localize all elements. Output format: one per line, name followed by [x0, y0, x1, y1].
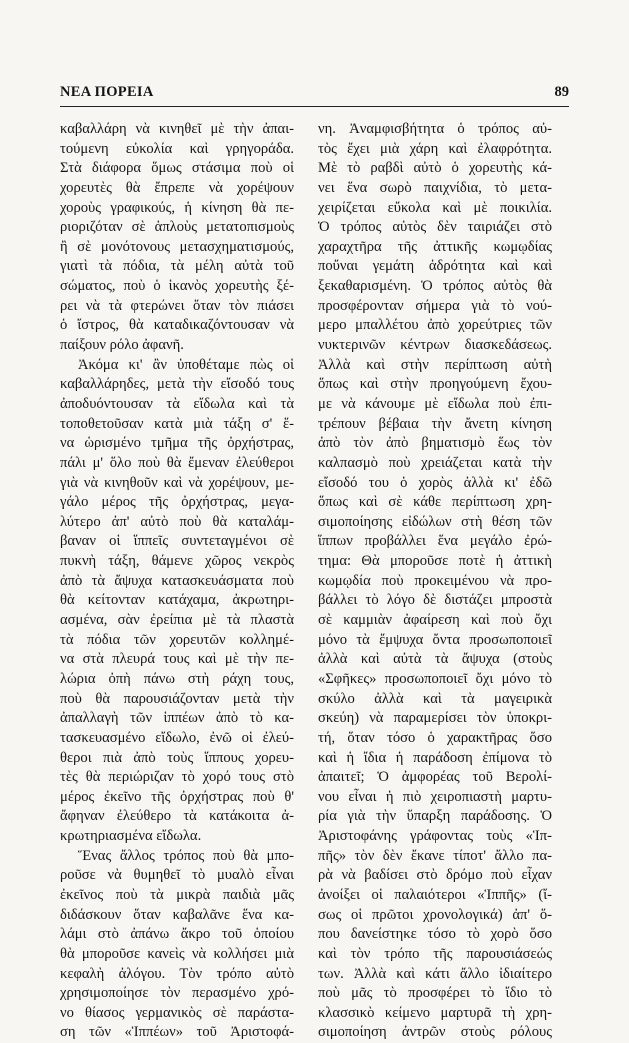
text-line: κρωτηριασμένα εἴδωλα.	[60, 828, 202, 845]
text-line: να στὰ πλευρά τους καὶ μὲ τὴν πε-	[60, 651, 294, 668]
text-line: καβαλλάρη νὰ κινηθεῖ μὲ τὴν ἀπαι-	[60, 121, 294, 137]
text-line: σκεύη) νὰ παραμερίσει τὸν ὑποκρι-	[318, 710, 552, 727]
text-line: Ἕνας ἄλλος τρόπος ποὺ θὰ μπο-	[78, 847, 294, 864]
text-line: βαναν οἱ ἵππεῖς συντεταγμένοι σὲ	[60, 533, 294, 550]
running-head: ΝΕΑ ΠΟΡΕΙΑ	[60, 84, 154, 100]
text-line: διδάσκουν ὅταν καβαλᾶνε ἕνα κα-	[60, 906, 294, 923]
text-line: των. Ἀλλὰ καὶ κάτι ἄλλο ἰδιαίτερο	[318, 965, 552, 982]
text-line: ἀπὸ τὸν ἀπὸ βηματισμὸ ἕως τὸν	[318, 435, 552, 452]
text-line: πυκνὴ τάξη, θάμενε χῶρος νεκρὸς	[60, 553, 294, 570]
text-line: νυκτερινῶν κέντρων διασκεδάσεως.	[318, 337, 552, 354]
text-line: νο θίασος γερμανικὸς σὲ παράστα-	[60, 1004, 294, 1021]
text-line: παίξουν ρόλο ἀφανῆ.	[60, 337, 184, 354]
text-line: γιὰ νὰ κινηθοῦν καὶ νὰ χορέψουν, με-	[60, 474, 294, 491]
text-line: ἀπαλλαγὴ τῶν ἱππέων ἀπὸ τὸ κα-	[60, 710, 294, 727]
text-line: βάλλει τὸ λόγο δὲ διστάζει μπροστὰ	[318, 592, 552, 609]
text-line: σώματος, ποὺ ὁ ἱκανὸς χορευτὴς ξέ-	[60, 278, 294, 295]
text-line: νου εἶναι ἡ πιὸ χειροπιαστὴ μαρτυ-	[318, 788, 552, 805]
text-line: ἄφηναν ἐλεύθερο τὰ κατάκοιτα ἀ-	[60, 808, 294, 825]
text-line: λύτερο ἀπ' αὐτὸ ποὺ θὰ καταλάμ-	[60, 513, 294, 530]
text-line: τούμενη εὐκολία καὶ γρηγοράδα.	[60, 140, 294, 157]
text-line: σιμοποίηση ἀντρῶν στοὺς ρόλους	[318, 1024, 552, 1041]
text-line: σιμοποίησης εἰδώλων στὴ θέση τῶν	[318, 513, 552, 530]
text-line: ἵππων προβάλλει ἕνα μεγάλο ἐρώ-	[318, 533, 552, 550]
text-line: Ἀκόμα κι' ἂν ὑποθέταμε πὼς οἱ	[78, 356, 294, 373]
text-line: νη. Ἀναμφισβήτητα ὁ τρόπος αὐ-	[318, 121, 552, 137]
text-line: ἀπαιτεῖ; Ὁ ἀμφορέας τοῦ Βερολί-	[318, 769, 552, 786]
text-line: θὰ κείτονταν κατάχαμα, ἀκρωτηρι-	[60, 592, 294, 609]
text-line: θεροι πιὰ ἀπὸ τοὺς ἵππους χορευ-	[60, 749, 294, 766]
text-line: μέρος ἐκεῖνο τῆς ὀρχήστρας ποὺ θ'	[60, 788, 294, 805]
text-line: καλπασμὸ ποὺ χρειάζεται κατὰ τὴν	[318, 454, 552, 471]
text-line: κωμῳδία ποὺ προκειμένου νὰ προ-	[318, 572, 552, 589]
text-line: ἀνοίξει οἱ παλαιότεροι «Ἱππῆς» (ἴ-	[318, 886, 552, 903]
text-line: «Σφῆκες» προσωποποιεῖ ὄχι μόνο τὸ	[318, 670, 552, 687]
text-line: να ὡρισμένο τμῆμα τῆς ὀρχήστρας,	[60, 435, 294, 452]
text-line: χορευτὲς θὰ ἔπρεπε νὰ χορέψουν	[60, 179, 294, 196]
text-line: ριοριζόταν σὲ ἁπλοὺς μετατοπισμοὺς	[60, 219, 294, 236]
text-line: ὅπως καὶ στὴν προηγούμενη ἔχου-	[318, 376, 552, 393]
text-line: σως οἱ πρῶτοι χρονολογικά) ἀπ' ὅ-	[318, 906, 552, 923]
text-line: πῆς» τὸν δὲν ἔκανε τίποτ' ἄλλο πα-	[318, 847, 552, 864]
text-line: μερο μπαλλέτου ἀπὸ χορεύτριες τῶν	[318, 317, 552, 334]
text-line: ση τῶν «Ἱππέων» τοῦ Ἀριστοφά-	[60, 1024, 294, 1041]
text-line: Στὰ διάφορα ὅμως στάσιμα ποὺ οἱ	[60, 160, 294, 177]
text-line: ποὔναι γεμάτη ἁδρότητα καὶ καὶ	[318, 258, 552, 275]
text-line: κεφαλὴ ἀλόγου. Τὸν τρόπο αὐτὸ	[60, 965, 294, 982]
text-line: τὸς ἔχει μιὰ χάρη καὶ ἐλαφρότητα.	[318, 140, 552, 157]
text-line: λώρια ὀπὴ πάνω στὴ ράχη τους,	[60, 670, 294, 687]
text-line: ροῦσε νὰ θυμηθεῖ τὸ μυαλὸ εἶναι	[60, 867, 294, 884]
text-line: γάλο μέρος τῆς ὀρχήστρας, μεγα-	[60, 494, 294, 511]
text-line: τημα: Θὰ μποροῦσε ποτὲ ἡ ἀττικὴ	[318, 553, 552, 570]
text-line: σκύλο ἀλλὰ καὶ τὰ μαγειρικὰ	[318, 690, 552, 707]
text-line: σὲ καμμιὰν ἀφαίρεση καὶ ποὺ ὄχι	[318, 612, 552, 629]
text-line: ἐκεῖνος ποὺ τὰ μικρὰ παιδιὰ μᾶς	[60, 886, 294, 903]
text-line: Μὲ τὸ ραβδὶ αὐτὸ ὁ χορευτὴς κά-	[318, 160, 552, 177]
left-column	[60, 120, 294, 1043]
text-line: γιατὶ τὰ πόδια, τὰ μέλη αὐτὰ τοῦ	[60, 258, 294, 275]
text-line: κλασσικὸ κείμενο μαρτυρᾶ τὴ χρη-	[318, 1004, 552, 1021]
text-line: ὅπως καὶ σὲ κάθε περίπτωση χρη-	[318, 494, 552, 511]
text-line: ἢ σὲ μονότονους μετασχηματισμούς,	[60, 238, 294, 255]
text-line: ρὰ νὰ βαδίσει στὸ δρόμο ποὺ εἶχαν	[318, 867, 552, 884]
text-line: Ἀλλὰ καὶ στὴν περίπτωση αὐτὴ	[318, 356, 552, 373]
text-line: ρει νὰ τὰ φτερώνει ὅταν τὸν πιάσει	[60, 297, 294, 314]
text-line: τασκευασμένο εἴδωλο, ἐνῶ οἱ ἐλεύ-	[60, 729, 294, 746]
text-line: ἀπὸ τὰ ἄψυχα κατασκευάσματα ποὺ	[60, 572, 294, 589]
text-line: θὰ μποροῦσε κανεὶς νὰ κολλήσει μιὰ	[60, 945, 294, 962]
text-line: ἀλλὰ καὶ αὐτὰ τὰ ἄψυχα (στοὺς	[318, 651, 552, 668]
text-line: ασμένα, σὰν ἐρείπια μὲ τὰ πλαστὰ	[60, 612, 294, 629]
text-line: ὁ ἴστρος, θὰ καταδικαζόντουσαν νὰ	[60, 317, 294, 334]
page-number: 89	[554, 84, 569, 100]
text-line: μόνο τὰ ἔμψυχα ὄντα προσωποποιεῖ	[318, 631, 552, 648]
text-line: με νὰ κάνουμε μὲ εἴδωλα ποὺ ἐπι-	[318, 395, 552, 412]
text-line: προσφέρονταν σήμερα γιὰ τὸ νού-	[318, 297, 552, 314]
page-header	[60, 84, 569, 107]
right-column	[318, 120, 552, 1043]
text-line: τή, ὅταν τόσο ὁ χαρακτῆρας ὅσο	[318, 729, 552, 746]
text-line: που δανείστηκε τόσο τὸ χορὸ ὅσο	[318, 926, 552, 943]
text-line: τρέπουν βέβαια τὴν ἄνετη κίνηση	[318, 415, 552, 432]
text-line: εἴσοδό του ὁ χορὸς ἀλλὰ κι' ἐδῶ	[318, 474, 552, 491]
text-line: τὲς θὰ περιώριζαν τὸ χορό τους στὸ	[60, 769, 294, 786]
text-line: ποὺ μᾶς τὸ προσφέρει τὸ ἴδιο τὸ	[318, 985, 552, 1002]
text-line: ρία γιὰ τὴν ὕπαρξη παράδοσης. Ὁ	[318, 808, 552, 825]
text-line: Ἀριστοφάνης γράφοντας τοὺς «Ἱπ-	[318, 828, 552, 845]
text-line: χαραχτῆρα τῆς ἀττικῆς κωμῳδίας	[318, 238, 552, 255]
text-line: τοποθετοῦσαν κατὰ μιὰ τάξη σ' ἕ-	[60, 415, 294, 432]
text-line: χρησιμοποίησε τὸν περασμένο χρό-	[60, 985, 294, 1002]
text-line: πάλι μ' ὅλο ποὺ θὰ ἔμεναν ἐλεύθεροι	[60, 454, 294, 471]
text-line: χειρίζεται εὔκολα καὶ μὲ ποικιλία.	[318, 199, 552, 216]
text-line: τὰ πόδια τῶν χορευτῶν κολλημέ-	[60, 631, 294, 648]
text-line: ποὺ θὰ παρουσιάζονταν μετὰ τὴν	[60, 690, 294, 707]
text-line: ξεκαθαρισμένη. Ὁ τρόπος αὐτὸς θὰ	[318, 278, 552, 295]
text-line: νει ἕνα σωρὸ παιχνίδια, τὸ μετα-	[318, 179, 552, 196]
text-line: λάμι στὸ ἀπάνω ἄκρο τοῦ ὁποίου	[60, 926, 294, 943]
text-line: καβαλλάρηδες, μετὰ τὴν εἴσοδό τους	[60, 376, 294, 393]
text-line: καὶ ἡ ἴδια ἡ παράδοση ἐπίμονα τὸ	[318, 749, 552, 766]
text-line: χοροὺς γραφικούς, ἡ κίνηση θὰ πε-	[60, 199, 294, 216]
text-line: Ὁ τρόπος αὐτὸς δὲν ταιριάζει στὸ	[318, 219, 552, 236]
text-line: ἀποδυόντουσαν τὰ εἴδωλα καὶ τὰ	[60, 395, 294, 412]
text-line: καὶ τὸν τρόπο τῆς παρουσιάσεώς	[318, 945, 552, 962]
